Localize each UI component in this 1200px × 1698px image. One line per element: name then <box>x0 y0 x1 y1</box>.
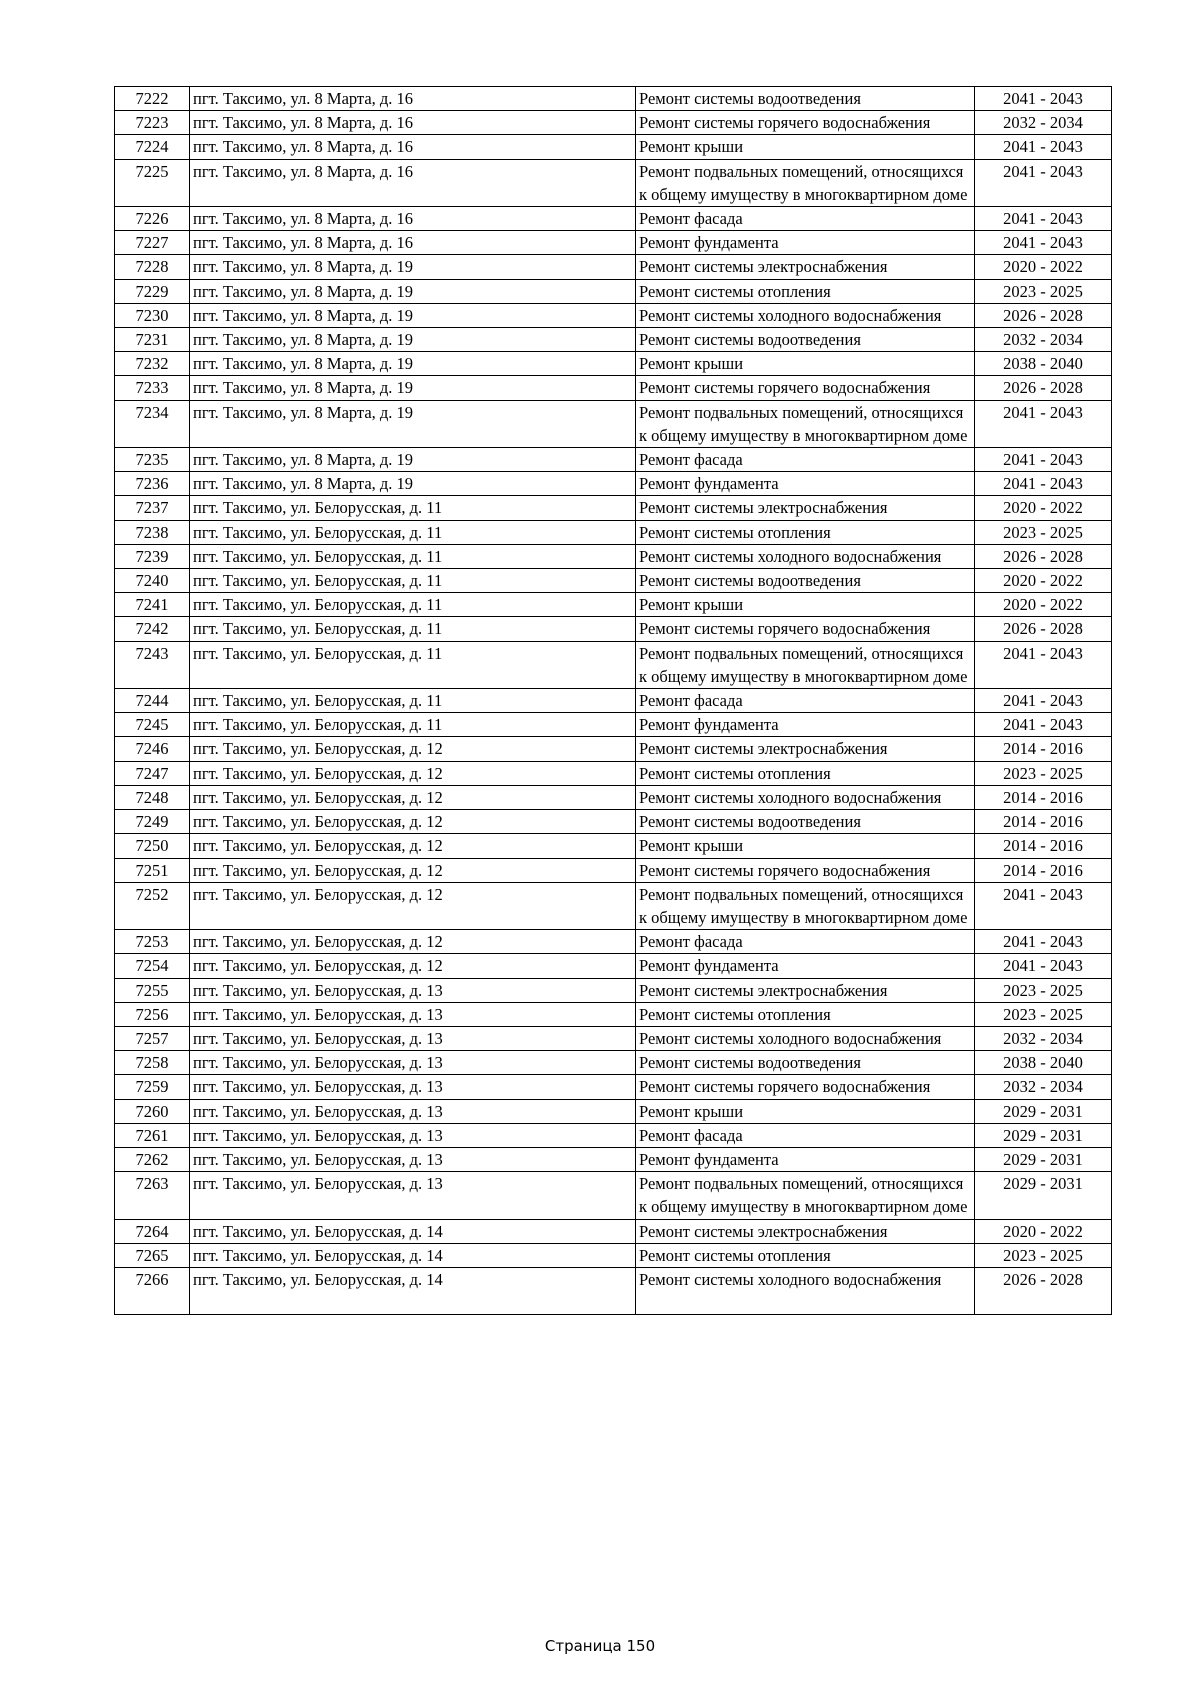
address-cell: пгт. Таксимо, ул. 8 Марта, д. 19 <box>190 303 636 327</box>
table-row <box>115 569 1112 593</box>
work-type-cell: Ремонт фасада <box>636 689 975 713</box>
work-type-cell: Ремонт системы электроснабжения <box>636 978 975 1002</box>
address-cell: пгт. Таксимо, ул. 8 Марта, д. 16 <box>190 111 636 135</box>
work-type-cell: Ремонт фасада <box>636 1123 975 1147</box>
row-number-cell: 7247 <box>115 761 190 785</box>
table-row <box>115 87 1112 111</box>
address-cell: пгт. Таксимо, ул. Белорусская, д. 11 <box>190 689 636 713</box>
table-row <box>115 279 1112 303</box>
period-cell: 2023 - 2025 <box>975 978 1112 1002</box>
address-cell: пгт. Таксимо, ул. 8 Марта, д. 16 <box>190 231 636 255</box>
address-cell: пгт. Таксимо, ул. Белорусская, д. 13 <box>190 1075 636 1099</box>
table-row <box>115 954 1112 978</box>
table-row <box>115 520 1112 544</box>
address-cell: пгт. Таксимо, ул. Белорусская, д. 12 <box>190 930 636 954</box>
row-number-cell: 7259 <box>115 1075 190 1099</box>
work-type-cell: Ремонт фасада <box>636 207 975 231</box>
work-type-cell: Ремонт системы холодного водоснабжения <box>636 303 975 327</box>
row-number-cell: 7232 <box>115 352 190 376</box>
work-type-cell: Ремонт системы горячего водоснабжения <box>636 111 975 135</box>
period-cell: 2041 - 2043 <box>975 689 1112 713</box>
address-cell: пгт. Таксимо, ул. Белорусская, д. 13 <box>190 1002 636 1026</box>
table-row <box>115 641 1112 688</box>
address-cell: пгт. Таксимо, ул. 8 Марта, д. 19 <box>190 448 636 472</box>
address-cell: пгт. Таксимо, ул. Белорусская, д. 12 <box>190 858 636 882</box>
period-cell: 2041 - 2043 <box>975 713 1112 737</box>
row-number-cell: 7248 <box>115 785 190 809</box>
table-row <box>115 882 1112 929</box>
address-cell: пгт. Таксимо, ул. 8 Марта, д. 16 <box>190 159 636 206</box>
period-cell: 2014 - 2016 <box>975 810 1112 834</box>
row-number-cell: 7260 <box>115 1099 190 1123</box>
row-number-cell: 7234 <box>115 400 190 447</box>
period-cell: 2032 - 2034 <box>975 1075 1112 1099</box>
address-cell: пгт. Таксимо, ул. 8 Марта, д. 19 <box>190 255 636 279</box>
row-number-cell: 7241 <box>115 593 190 617</box>
row-number-cell: 7250 <box>115 834 190 858</box>
period-cell: 2032 - 2034 <box>975 1026 1112 1050</box>
table-row <box>115 737 1112 761</box>
table-row <box>115 978 1112 1002</box>
address-cell: пгт. Таксимо, ул. Белорусская, д. 11 <box>190 544 636 568</box>
address-cell: пгт. Таксимо, ул. Белорусская, д. 12 <box>190 810 636 834</box>
work-type-cell: Ремонт системы холодного водоснабжения <box>636 1267 975 1314</box>
period-cell: 2041 - 2043 <box>975 135 1112 159</box>
work-type-cell: Ремонт системы отопления <box>636 520 975 544</box>
work-type-cell: Ремонт крыши <box>636 135 975 159</box>
work-type-cell: Ремонт подвальных помещений, относящихся к общему имуществу в многоквартирном доме <box>636 1172 975 1219</box>
work-type-cell: Ремонт системы холодного водоснабжения <box>636 785 975 809</box>
address-cell: пгт. Таксимо, ул. 8 Марта, д. 16 <box>190 135 636 159</box>
address-cell: пгт. Таксимо, ул. 8 Марта, д. 19 <box>190 279 636 303</box>
work-type-cell: Ремонт системы водоотведения <box>636 569 975 593</box>
row-number-cell: 7258 <box>115 1051 190 1075</box>
table-row <box>115 1002 1112 1026</box>
row-number-cell: 7249 <box>115 810 190 834</box>
table-row <box>115 1051 1112 1075</box>
period-cell: 2041 - 2043 <box>975 400 1112 447</box>
work-type-cell: Ремонт системы электроснабжения <box>636 1219 975 1243</box>
row-number-cell: 7225 <box>115 159 190 206</box>
address-cell: пгт. Таксимо, ул. Белорусская, д. 13 <box>190 1123 636 1147</box>
table-row <box>115 713 1112 737</box>
period-cell: 2026 - 2028 <box>975 303 1112 327</box>
address-cell: пгт. Таксимо, ул. 8 Марта, д. 19 <box>190 328 636 352</box>
period-cell: 2026 - 2028 <box>975 544 1112 568</box>
address-cell: пгт. Таксимо, ул. Белорусская, д. 14 <box>190 1219 636 1243</box>
table-row <box>115 1026 1112 1050</box>
period-cell: 2041 - 2043 <box>975 448 1112 472</box>
address-cell: пгт. Таксимо, ул. Белорусская, д. 13 <box>190 1051 636 1075</box>
period-cell: 2026 - 2028 <box>975 376 1112 400</box>
period-cell: 2023 - 2025 <box>975 1243 1112 1267</box>
work-type-cell: Ремонт фасада <box>636 930 975 954</box>
work-type-cell: Ремонт системы водоотведения <box>636 87 975 111</box>
work-type-cell: Ремонт фундамента <box>636 713 975 737</box>
period-cell: 2020 - 2022 <box>975 496 1112 520</box>
work-type-cell: Ремонт системы отопления <box>636 761 975 785</box>
work-type-cell: Ремонт системы горячего водоснабжения <box>636 1075 975 1099</box>
work-type-cell: Ремонт крыши <box>636 1099 975 1123</box>
work-type-cell: Ремонт фундамента <box>636 954 975 978</box>
table-row <box>115 231 1112 255</box>
row-number-cell: 7243 <box>115 641 190 688</box>
address-cell: пгт. Таксимо, ул. 8 Марта, д. 16 <box>190 87 636 111</box>
address-cell: пгт. Таксимо, ул. Белорусская, д. 11 <box>190 641 636 688</box>
table-row <box>115 834 1112 858</box>
period-cell: 2029 - 2031 <box>975 1147 1112 1171</box>
work-type-cell: Ремонт фундамента <box>636 1147 975 1171</box>
period-cell: 2041 - 2043 <box>975 954 1112 978</box>
work-type-cell: Ремонт системы отопления <box>636 1243 975 1267</box>
address-cell: пгт. Таксимо, ул. 8 Марта, д. 19 <box>190 472 636 496</box>
row-number-cell: 7251 <box>115 858 190 882</box>
address-cell: пгт. Таксимо, ул. Белорусская, д. 12 <box>190 737 636 761</box>
address-cell: пгт. Таксимо, ул. Белорусская, д. 12 <box>190 785 636 809</box>
row-number-cell: 7229 <box>115 279 190 303</box>
address-cell: пгт. Таксимо, ул. Белорусская, д. 14 <box>190 1267 636 1314</box>
row-number-cell: 7238 <box>115 520 190 544</box>
row-number-cell: 7227 <box>115 231 190 255</box>
address-cell: пгт. Таксимо, ул. Белорусская, д. 13 <box>190 1026 636 1050</box>
table-row <box>115 352 1112 376</box>
period-cell: 2041 - 2043 <box>975 930 1112 954</box>
address-cell: пгт. Таксимо, ул. 8 Марта, д. 19 <box>190 400 636 447</box>
work-type-cell: Ремонт системы водоотведения <box>636 810 975 834</box>
row-number-cell: 7228 <box>115 255 190 279</box>
address-cell: пгт. Таксимо, ул. 8 Марта, д. 19 <box>190 376 636 400</box>
address-cell: пгт. Таксимо, ул. Белорусская, д. 11 <box>190 617 636 641</box>
work-type-cell: Ремонт фундамента <box>636 472 975 496</box>
row-number-cell: 7263 <box>115 1172 190 1219</box>
address-cell: пгт. Таксимо, ул. Белорусская, д. 12 <box>190 954 636 978</box>
period-cell: 2023 - 2025 <box>975 761 1112 785</box>
table-row <box>115 1099 1112 1123</box>
period-cell: 2032 - 2034 <box>975 111 1112 135</box>
period-cell: 2038 - 2040 <box>975 352 1112 376</box>
work-type-cell: Ремонт крыши <box>636 593 975 617</box>
address-cell: пгт. Таксимо, ул. Белорусская, д. 11 <box>190 520 636 544</box>
row-number-cell: 7239 <box>115 544 190 568</box>
row-number-cell: 7244 <box>115 689 190 713</box>
table-row <box>115 111 1112 135</box>
period-cell: 2041 - 2043 <box>975 882 1112 929</box>
work-type-cell: Ремонт системы отопления <box>636 279 975 303</box>
work-type-cell: Ремонт системы горячего водоснабжения <box>636 376 975 400</box>
period-cell: 2020 - 2022 <box>975 1219 1112 1243</box>
table-row <box>115 930 1112 954</box>
table-row <box>115 472 1112 496</box>
work-type-cell: Ремонт фундамента <box>636 231 975 255</box>
table-row <box>115 544 1112 568</box>
work-type-cell: Ремонт системы холодного водоснабжения <box>636 544 975 568</box>
work-type-cell: Ремонт подвальных помещений, относящихся к общему имуществу в многоквартирном доме <box>636 400 975 447</box>
row-number-cell: 7233 <box>115 376 190 400</box>
table-row <box>115 761 1112 785</box>
work-type-cell: Ремонт подвальных помещений, относящихся к общему имуществу в многоквартирном доме <box>636 641 975 688</box>
table-row <box>115 810 1112 834</box>
table-row <box>115 303 1112 327</box>
row-number-cell: 7256 <box>115 1002 190 1026</box>
address-cell: пгт. Таксимо, ул. Белорусская, д. 12 <box>190 761 636 785</box>
table-row <box>115 328 1112 352</box>
period-cell: 2029 - 2031 <box>975 1099 1112 1123</box>
address-cell: пгт. Таксимо, ул. 8 Марта, д. 16 <box>190 207 636 231</box>
address-cell: пгт. Таксимо, ул. Белорусская, д. 13 <box>190 1099 636 1123</box>
period-cell: 2041 - 2043 <box>975 207 1112 231</box>
address-cell: пгт. Таксимо, ул. Белорусская, д. 12 <box>190 882 636 929</box>
period-cell: 2020 - 2022 <box>975 593 1112 617</box>
work-type-cell: Ремонт крыши <box>636 834 975 858</box>
row-number-cell: 7226 <box>115 207 190 231</box>
period-cell: 2041 - 2043 <box>975 87 1112 111</box>
period-cell: 2038 - 2040 <box>975 1051 1112 1075</box>
table-row <box>115 1267 1112 1314</box>
table-row <box>115 617 1112 641</box>
work-type-cell: Ремонт системы горячего водоснабжения <box>636 617 975 641</box>
table-row <box>115 400 1112 447</box>
row-number-cell: 7265 <box>115 1243 190 1267</box>
period-cell: 2023 - 2025 <box>975 1002 1112 1026</box>
row-number-cell: 7257 <box>115 1026 190 1050</box>
table-row <box>115 448 1112 472</box>
address-cell: пгт. Таксимо, ул. 8 Марта, д. 19 <box>190 352 636 376</box>
table-row <box>115 1243 1112 1267</box>
period-cell: 2032 - 2034 <box>975 328 1112 352</box>
period-cell: 2020 - 2022 <box>975 569 1112 593</box>
period-cell: 2014 - 2016 <box>975 858 1112 882</box>
period-cell: 2020 - 2022 <box>975 255 1112 279</box>
row-number-cell: 7266 <box>115 1267 190 1314</box>
table-row <box>115 159 1112 206</box>
work-type-cell: Ремонт системы водоотведения <box>636 328 975 352</box>
address-cell: пгт. Таксимо, ул. Белорусская, д. 12 <box>190 834 636 858</box>
repair-schedule-table <box>114 86 1112 1315</box>
work-type-cell: Ремонт системы отопления <box>636 1002 975 1026</box>
row-number-cell: 7264 <box>115 1219 190 1243</box>
address-cell: пгт. Таксимо, ул. Белорусская, д. 14 <box>190 1243 636 1267</box>
row-number-cell: 7261 <box>115 1123 190 1147</box>
row-number-cell: 7242 <box>115 617 190 641</box>
table-row <box>115 1075 1112 1099</box>
work-type-cell: Ремонт фасада <box>636 448 975 472</box>
row-number-cell: 7254 <box>115 954 190 978</box>
row-number-cell: 7246 <box>115 737 190 761</box>
table-row <box>115 207 1112 231</box>
period-cell: 2014 - 2016 <box>975 785 1112 809</box>
row-number-cell: 7224 <box>115 135 190 159</box>
table-row <box>115 858 1112 882</box>
table-row <box>115 1172 1112 1219</box>
work-type-cell: Ремонт крыши <box>636 352 975 376</box>
table-row <box>115 496 1112 520</box>
table-row <box>115 1123 1112 1147</box>
row-number-cell: 7240 <box>115 569 190 593</box>
work-type-cell: Ремонт подвальных помещений, относящихся к общему имуществу в многоквартирном доме <box>636 159 975 206</box>
work-type-cell: Ремонт системы электроснабжения <box>636 496 975 520</box>
table-row <box>115 785 1112 809</box>
period-cell: 2023 - 2025 <box>975 520 1112 544</box>
table-body <box>115 87 1112 1315</box>
period-cell: 2026 - 2028 <box>975 617 1112 641</box>
address-cell: пгт. Таксимо, ул. Белорусская, д. 13 <box>190 1172 636 1219</box>
address-cell: пгт. Таксимо, ул. Белорусская, д. 11 <box>190 496 636 520</box>
row-number-cell: 7222 <box>115 87 190 111</box>
address-cell: пгт. Таксимо, ул. Белорусская, д. 11 <box>190 569 636 593</box>
work-type-cell: Ремонт системы водоотведения <box>636 1051 975 1075</box>
address-cell: пгт. Таксимо, ул. Белорусская, д. 11 <box>190 593 636 617</box>
table-row <box>115 376 1112 400</box>
page-number: Страница 150 <box>544 1637 656 1655</box>
period-cell: 2014 - 2016 <box>975 737 1112 761</box>
row-number-cell: 7252 <box>115 882 190 929</box>
work-type-cell: Ремонт подвальных помещений, относящихся к общему имуществу в многоквартирном доме <box>636 882 975 929</box>
table-row <box>115 255 1112 279</box>
row-number-cell: 7235 <box>115 448 190 472</box>
row-number-cell: 7231 <box>115 328 190 352</box>
work-type-cell: Ремонт системы горячего водоснабжения <box>636 858 975 882</box>
period-cell: 2041 - 2043 <box>975 231 1112 255</box>
period-cell: 2029 - 2031 <box>975 1123 1112 1147</box>
table-row <box>115 1219 1112 1243</box>
period-cell: 2041 - 2043 <box>975 159 1112 206</box>
table-row <box>115 135 1112 159</box>
row-number-cell: 7262 <box>115 1147 190 1171</box>
period-cell: 2026 - 2028 <box>975 1267 1112 1314</box>
period-cell: 2041 - 2043 <box>975 641 1112 688</box>
table-row <box>115 1147 1112 1171</box>
row-number-cell: 7255 <box>115 978 190 1002</box>
address-cell: пгт. Таксимо, ул. Белорусская, д. 13 <box>190 1147 636 1171</box>
row-number-cell: 7245 <box>115 713 190 737</box>
table-row <box>115 689 1112 713</box>
row-number-cell: 7236 <box>115 472 190 496</box>
row-number-cell: 7230 <box>115 303 190 327</box>
work-type-cell: Ремонт системы холодного водоснабжения <box>636 1026 975 1050</box>
work-type-cell: Ремонт системы электроснабжения <box>636 737 975 761</box>
row-number-cell: 7237 <box>115 496 190 520</box>
period-cell: 2023 - 2025 <box>975 279 1112 303</box>
row-number-cell: 7253 <box>115 930 190 954</box>
period-cell: 2041 - 2043 <box>975 472 1112 496</box>
period-cell: 2014 - 2016 <box>975 834 1112 858</box>
address-cell: пгт. Таксимо, ул. Белорусская, д. 11 <box>190 713 636 737</box>
row-number-cell: 7223 <box>115 111 190 135</box>
work-type-cell: Ремонт системы электроснабжения <box>636 255 975 279</box>
address-cell: пгт. Таксимо, ул. Белорусская, д. 13 <box>190 978 636 1002</box>
period-cell: 2029 - 2031 <box>975 1172 1112 1219</box>
table-row <box>115 593 1112 617</box>
